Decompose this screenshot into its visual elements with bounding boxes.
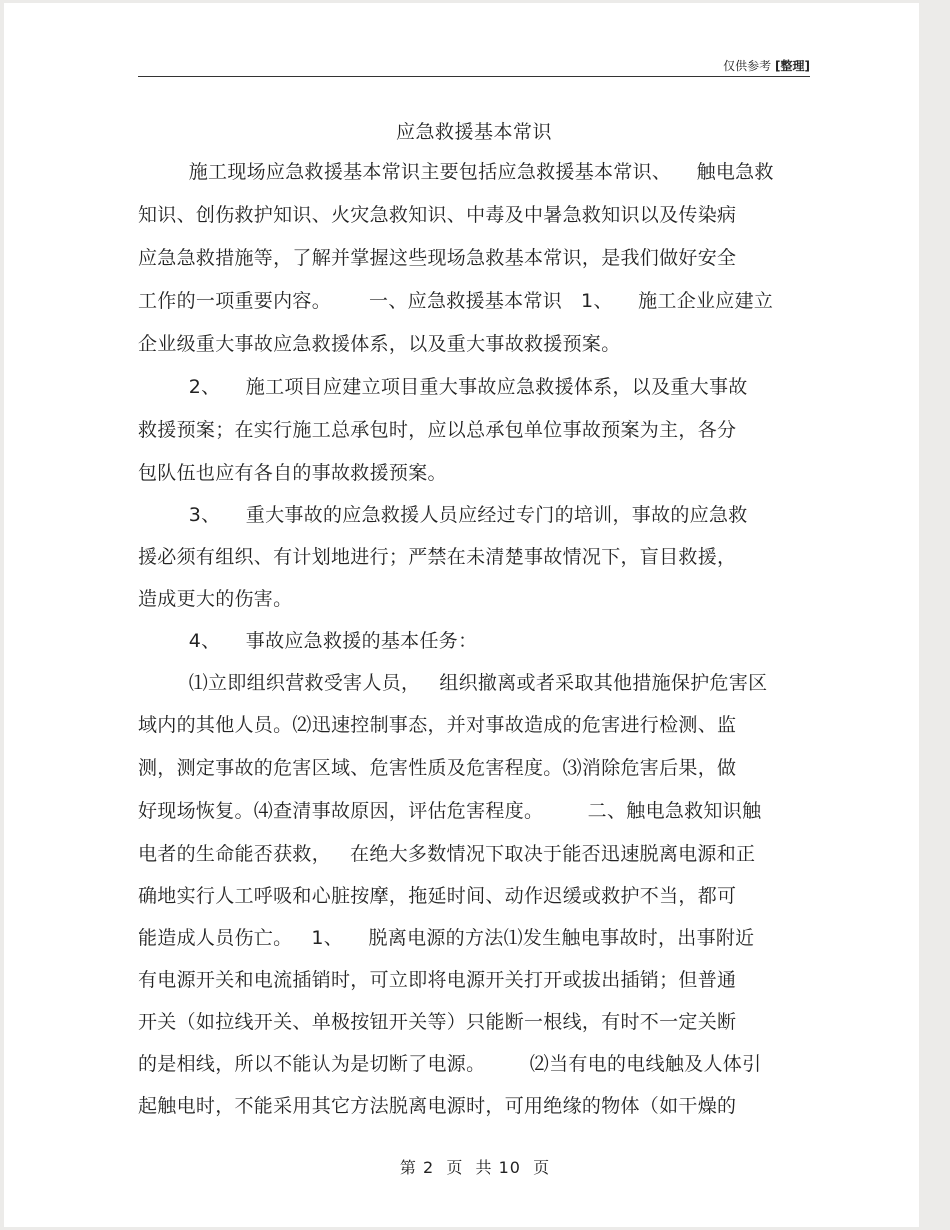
body-line: 开关（如拉线开关、单极按钮开关等）只能断一根线，有时不一定关断: [138, 1011, 737, 1033]
header-rule: [138, 76, 810, 77]
body-line: 的是相线，所以不能认为是切断了电源。 ⑵当有电的电线触及人体引: [138, 1053, 762, 1075]
body-line: 4、 事故应急救援的基本任务：: [138, 630, 478, 652]
body-line: 造成更大的伤害。: [138, 588, 293, 610]
body-line: 援必须有组织、有计划地进行；严禁在未清楚事故情况下，盲目救援，: [138, 546, 737, 568]
body-line: 施工现场应急救援基本常识主要包括应急救援基本常识、 触电急救: [138, 161, 774, 183]
header-bracket: [整理]: [775, 59, 810, 73]
body-line: 好现场恢复。⑷查清事故原因，评估危害程度。 二、触电急救知识触: [138, 800, 762, 822]
body-line: ⑴立即组织营救受害人员， 组织撤离或者采取其他措施保护危害区: [138, 672, 768, 694]
body-line: 应急急救措施等，了解并掌握这些现场急救基本常识，是我们做好安全: [138, 247, 737, 269]
body-line: 电者的生命能否获救， 在绝大多数情况下取决于能否迅速脱离电源和正: [138, 843, 756, 865]
page-footer: [0, 1155, 950, 1178]
header-note: 仅供参考: [723, 59, 772, 73]
body-line: 工作的一项重要内容。 一、应急救援基本常识 1、 施工企业应建立: [138, 290, 774, 312]
body-line: 确地实行人工呼吸和心脏按摩，拖延时间、动作迟缓或救护不当，都可: [138, 885, 737, 907]
body-line: 测，测定事故的危害区域、危害性质及危害程度。⑶消除危害后果，做: [138, 757, 737, 779]
body-line: 知识、创伤救护知识、火灾急救知识、中毒及中暑急救知识以及传染病: [138, 204, 737, 226]
document-title: 应急救援基本常识: [395, 121, 552, 143]
page-number: 第 2 页 共 10 页: [399, 1158, 551, 1177]
body-line: 域内的其他人员。⑵迅速控制事态，并对事故造成的危害进行检测、监: [138, 714, 737, 736]
body-line: 包队伍也应有各自的事故救援预案。: [138, 462, 447, 484]
document-page: [4, 3, 919, 1227]
body-line: 3、 重大事故的应急救援人员应经过专门的培训，事故的应急救: [138, 504, 748, 526]
body-line: 企业级重大事故应急救援体系，以及重大事故救援预案。: [138, 333, 621, 355]
body-line: 救援预案；在实行施工总承包时，应以总承包单位事故预案为主，各分: [138, 419, 737, 441]
page-header: [138, 57, 810, 74]
body-line: 2、 施工项目应建立项目重大事故应急救援体系，以及重大事故: [138, 376, 748, 398]
body-line: 起触电时，不能采用其它方法脱离电源时，可用绝缘的物体（如干燥的: [138, 1095, 737, 1117]
body-line: 能造成人员伤亡。 1、 脱离电源的方法⑴发生触电事故时，出事附近: [138, 927, 755, 949]
body-line: 有电源开关和电流插销时，可立即将电源开关打开或拔出插销；但普通: [138, 969, 737, 991]
